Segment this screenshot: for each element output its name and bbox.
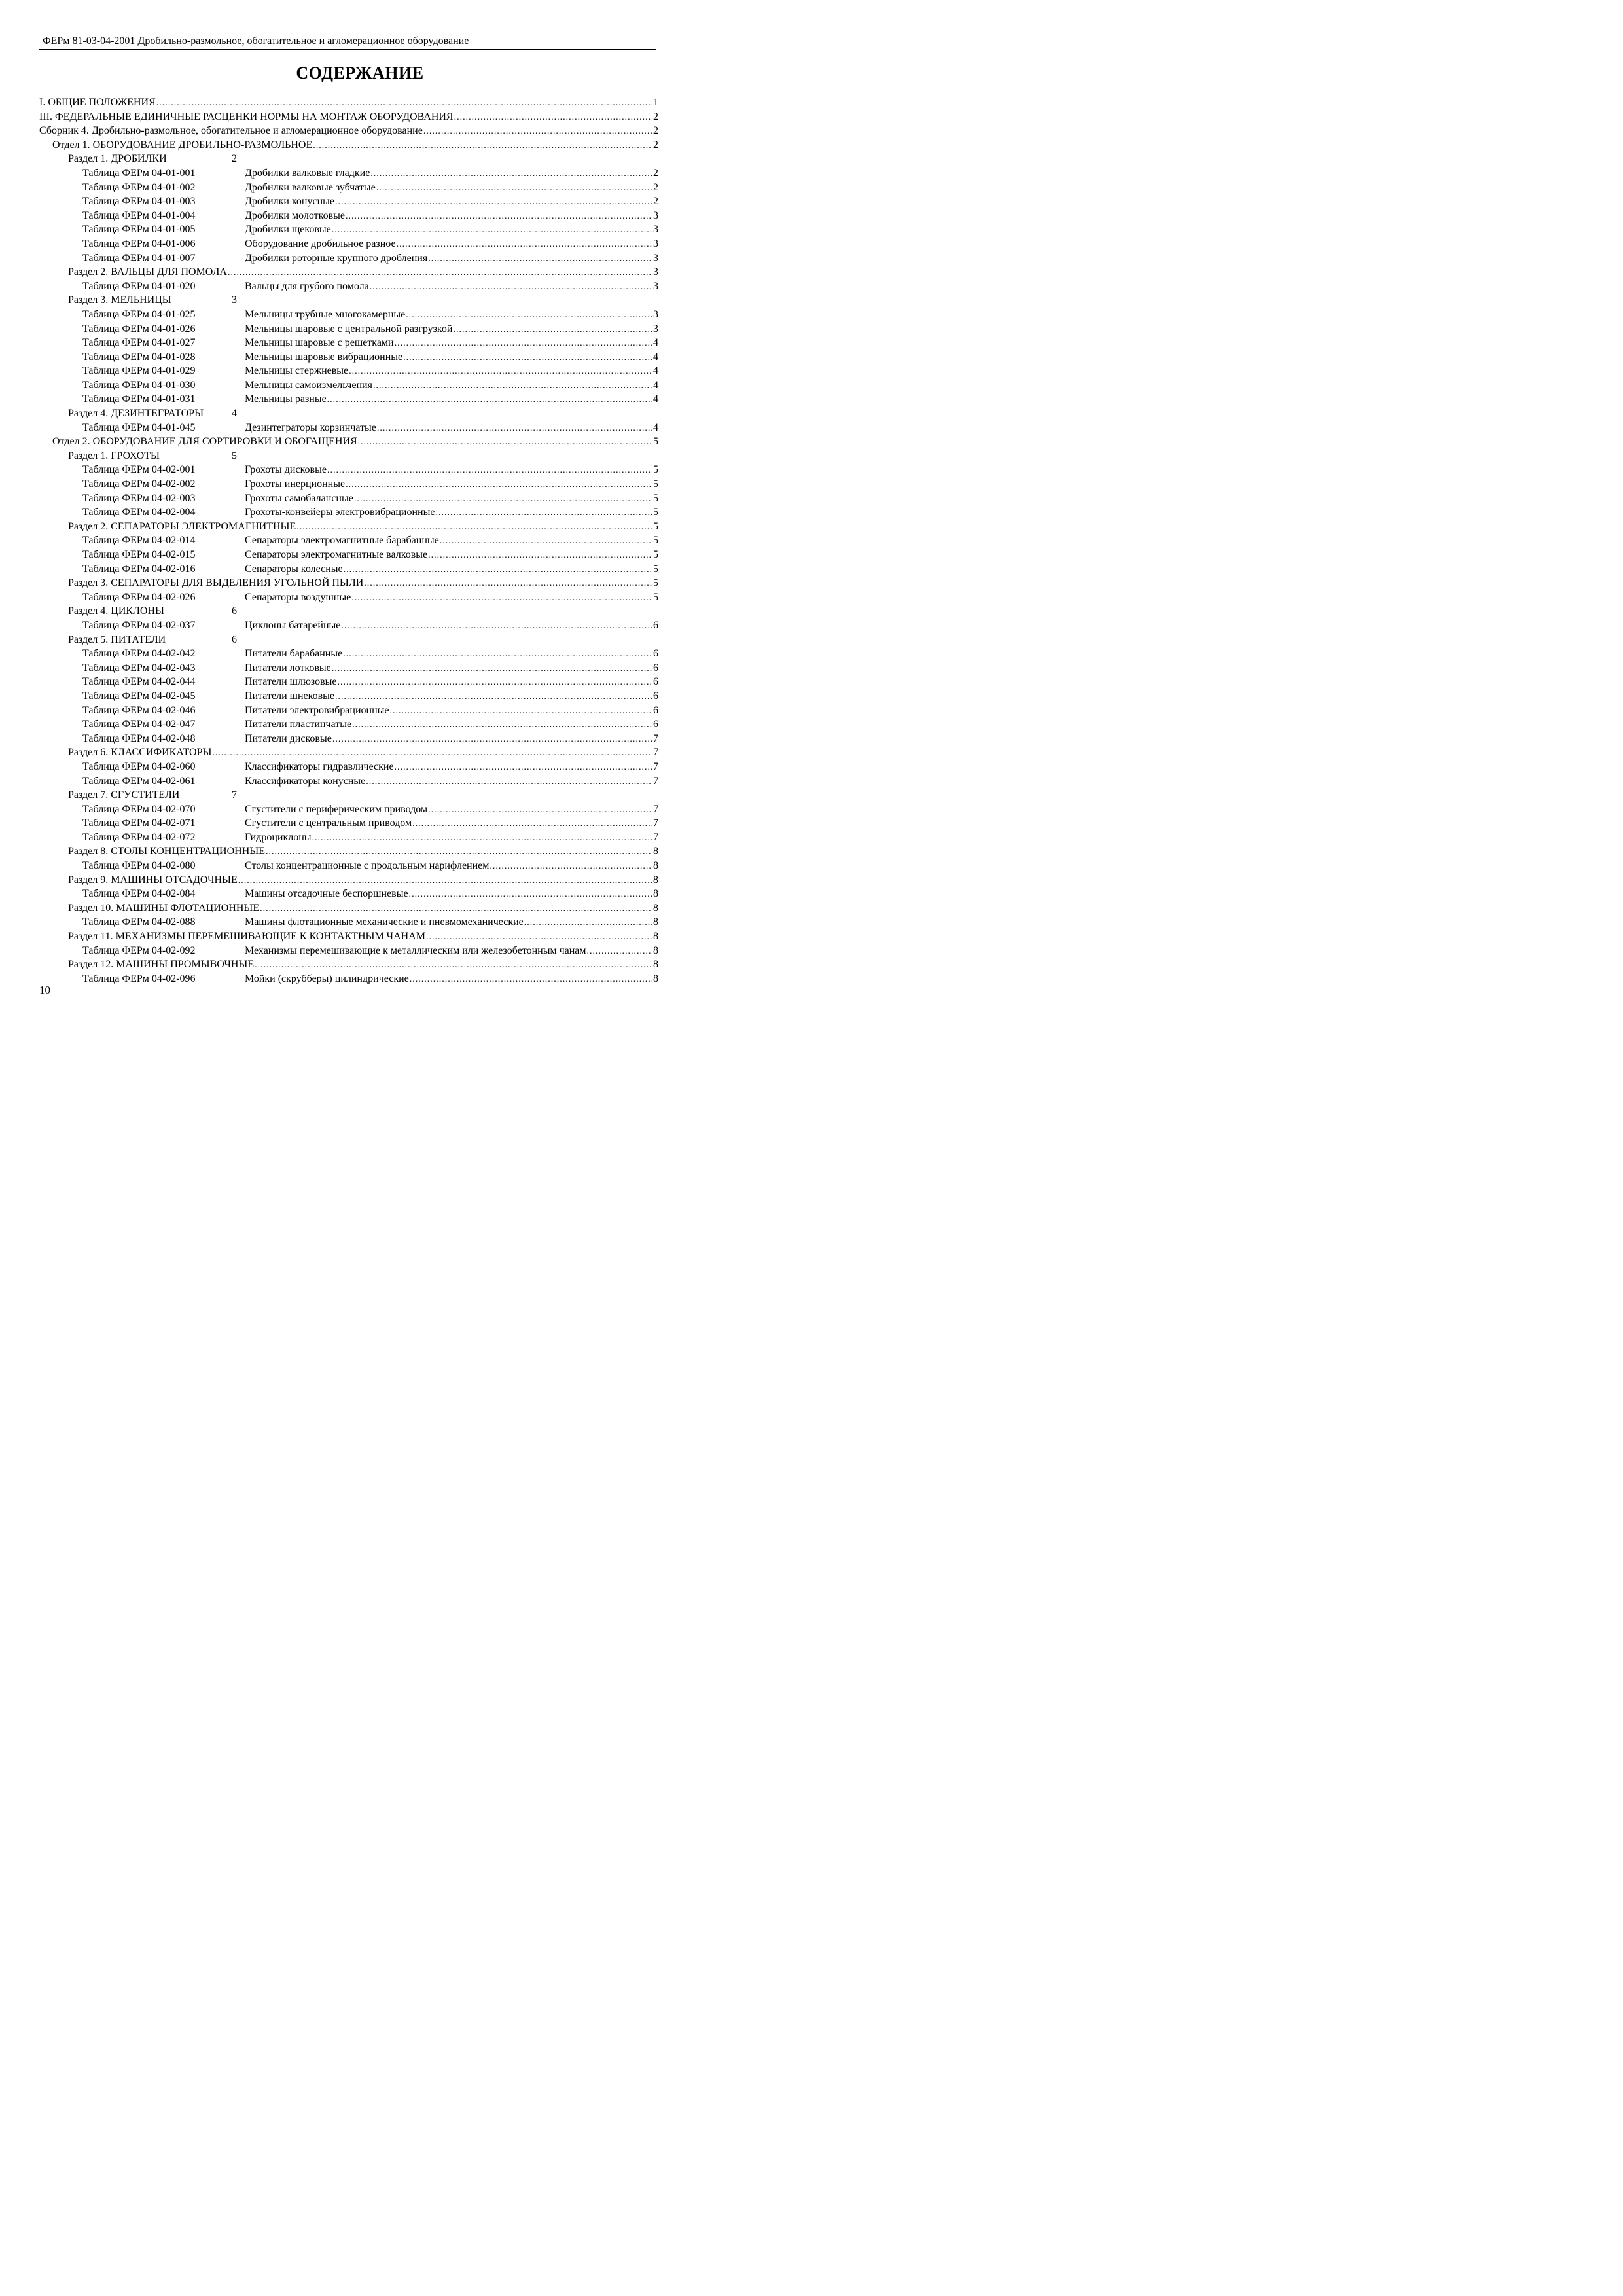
- dot-leader: [454, 111, 652, 125]
- dot-leader: [377, 422, 652, 436]
- toc-entry[interactable]: [39, 958, 658, 972]
- toc-table-code: Таблица ФЕРм 04-02-002: [82, 478, 196, 490]
- toc-entry[interactable]: [39, 859, 658, 873]
- toc-table-code: Таблица ФЕРм 04-01-031: [82, 393, 196, 405]
- toc-entry-title: Циклоны батарейные: [245, 619, 341, 631]
- toc-table-code: Таблица ФЕРм 04-02-048: [82, 732, 196, 744]
- toc-page-number: 6: [232, 634, 237, 645]
- toc-page-number: 6: [653, 662, 658, 673]
- toc-table-code: Таблица ФЕРм 04-02-061: [82, 775, 196, 787]
- toc-entry-title: Раздел 9. МАШИНЫ ОТСАДОЧНЫЕ: [68, 874, 238, 886]
- dot-leader: [344, 563, 652, 577]
- toc-table-code: Таблица ФЕРм 04-02-004: [82, 507, 196, 518]
- toc-page-number: 7: [653, 761, 658, 772]
- toc-table-code: Таблица ФЕРм 04-01-030: [82, 379, 196, 391]
- toc-page-number: 3: [653, 224, 658, 236]
- table-of-contents: [39, 96, 658, 986]
- toc-table-code: Таблица ФЕРм 04-02-037: [82, 619, 196, 631]
- dot-leader: [435, 506, 652, 520]
- toc-table-code: Таблица ФЕРм 04-02-014: [82, 535, 196, 547]
- toc-table-code: Таблица ФЕРм 04-02-060: [82, 761, 196, 772]
- toc-page-number: 4: [653, 393, 658, 405]
- toc-entry[interactable]: [39, 138, 658, 152]
- dot-leader: [370, 280, 652, 295]
- toc-entry-title: Дробилки молотковые: [245, 209, 345, 221]
- toc-entry[interactable]: [39, 110, 658, 124]
- toc-entry[interactable]: [39, 392, 658, 406]
- toc-entry[interactable]: [39, 406, 658, 421]
- toc-page-number: 4: [653, 422, 658, 433]
- toc-page-number: 3: [653, 238, 658, 249]
- toc-entry[interactable]: [39, 265, 658, 279]
- dot-leader: [412, 817, 652, 831]
- toc-table-code: Таблица ФЕРм 04-02-092: [82, 944, 196, 956]
- toc-page-number: 5: [653, 478, 658, 490]
- toc-entry[interactable]: [39, 435, 658, 449]
- toc-page-number: 5: [653, 549, 658, 560]
- toc-entry-title: Отдел 2. ОБОРУДОВАНИЕ ДЛЯ СОРТИРОВКИ И ОБОГАЩЕНИЯ: [52, 436, 357, 448]
- toc-entry-title: Раздел 2. ВАЛЬЦЫ ДЛЯ ПОМОЛА: [68, 266, 227, 278]
- toc-table-code: Таблица ФЕРм 04-01-006: [82, 238, 196, 249]
- dot-leader: [395, 336, 652, 351]
- toc-entry-title: Мельницы трубные многокамерные: [245, 308, 406, 320]
- toc-entry[interactable]: [39, 802, 658, 817]
- dot-leader: [423, 124, 652, 139]
- dot-leader: [313, 139, 652, 153]
- toc-page-number: 3: [653, 323, 658, 334]
- dot-leader: [428, 548, 652, 563]
- toc-entry[interactable]: [39, 661, 658, 675]
- toc-entry[interactable]: [39, 520, 658, 534]
- toc-entry[interactable]: [39, 378, 658, 393]
- dot-leader: [410, 973, 652, 987]
- dot-leader: [524, 916, 652, 930]
- toc-entry[interactable]: [39, 604, 658, 619]
- toc-entry[interactable]: [39, 675, 658, 689]
- toc-page-number: 7: [653, 817, 658, 829]
- toc-entry-title: Дробилки валковые гладкие: [245, 167, 370, 179]
- toc-entry[interactable]: [39, 209, 658, 223]
- document-page: [0, 0, 720, 1021]
- toc-entry-title: Раздел 2. СЕПАРАТОРЫ ЭЛЕКТРОМАГНИТНЫЕ: [68, 520, 296, 532]
- toc-table-code: Таблица ФЕРм 04-01-007: [82, 252, 196, 264]
- toc-page-number: 8: [653, 931, 658, 942]
- toc-entry[interactable]: [39, 704, 658, 718]
- toc-table-code: Таблица ФЕРм 04-02-015: [82, 549, 196, 560]
- toc-entry-title: Грохоты дисковые: [245, 464, 327, 476]
- toc-page-number: 7: [653, 803, 658, 815]
- toc-page-number: 3: [653, 209, 658, 221]
- toc-entry[interactable]: [39, 901, 658, 916]
- toc-table-code: Таблица ФЕРм 04-02-042: [82, 648, 196, 660]
- toc-page-number: 3: [653, 266, 658, 278]
- toc-entry-title: Раздел 8. СТОЛЫ КОНЦЕНТРАЦИОННЫЕ: [68, 846, 265, 857]
- toc-entry-title: Механизмы перемешивающие к металлическим или железобетонным чанам: [245, 944, 586, 956]
- dot-leader: [335, 195, 652, 209]
- dot-leader: [346, 478, 652, 492]
- toc-entry[interactable]: [39, 364, 658, 378]
- toc-page-number: 5: [653, 563, 658, 575]
- toc-entry-title: Грохоты инерционные: [245, 478, 346, 490]
- dot-leader: [364, 577, 652, 591]
- dot-leader: [255, 958, 652, 973]
- toc-entry-title: Мельницы стержневые: [245, 365, 349, 377]
- toc-entry-title: Мельницы шаровые с центральной разгрузкой: [245, 323, 453, 334]
- toc-entry-title: Мельницы самоизмельчения: [245, 379, 372, 391]
- toc-page-number: 6: [653, 619, 658, 631]
- toc-entry[interactable]: [39, 124, 658, 138]
- toc-entry[interactable]: [39, 788, 658, 802]
- toc-page-number: 5: [653, 464, 658, 476]
- dot-leader: [338, 675, 652, 690]
- toc-page-number: 8: [653, 916, 658, 928]
- toc-entry[interactable]: [39, 774, 658, 789]
- dot-leader: [212, 746, 652, 761]
- toc-entry-title: Машины флотационные механические и пневмомеханические: [245, 916, 524, 928]
- dot-leader: [395, 761, 652, 775]
- toc-entry[interactable]: [39, 548, 658, 562]
- toc-entry[interactable]: [39, 492, 658, 506]
- toc-entry[interactable]: [39, 194, 658, 209]
- toc-table-code: Таблица ФЕРм 04-01-026: [82, 323, 196, 334]
- dot-leader: [403, 351, 652, 365]
- toc-entry[interactable]: [39, 619, 658, 633]
- dot-leader: [358, 435, 652, 450]
- dot-leader: [266, 845, 652, 859]
- toc-entry[interactable]: [39, 745, 658, 760]
- toc-entry-title: Питатели пластинчатые: [245, 719, 352, 730]
- toc-table-code: Таблица ФЕРм 04-01-028: [82, 351, 196, 363]
- toc-entry[interactable]: [39, 421, 658, 435]
- toc-entry[interactable]: [39, 251, 658, 266]
- toc-page-number: 5: [653, 591, 658, 603]
- toc-entry-title: Раздел 7. СГУСТИТЕЛИ: [68, 789, 180, 801]
- toc-entry[interactable]: [39, 972, 658, 986]
- toc-entry[interactable]: [39, 844, 658, 859]
- toc-entry-title: Раздел 10. МАШИНЫ ФЛОТАЦИОННЫЕ: [68, 902, 260, 914]
- toc-page-number: 7: [653, 732, 658, 744]
- toc-entry-title: Раздел 11. МЕХАНИЗМЫ ПЕРЕМЕШИВАЮЩИЕ К КОНТАКТНЫМ ЧАНАМ: [68, 931, 425, 942]
- toc-table-code: Таблица ФЕРм 04-01-027: [82, 337, 196, 349]
- toc-page-number: 7: [653, 747, 658, 759]
- toc-table-code: Таблица ФЕРм 04-01-025: [82, 308, 196, 320]
- page-title: СОДЕРЖАНИЕ: [296, 63, 424, 82]
- toc-table-code: Таблица ФЕРм 04-01-045: [82, 422, 196, 433]
- toc-entry-title: Сгустители с центральным приводом: [245, 817, 412, 829]
- toc-entry-title: Раздел 12. МАШИНЫ ПРОМЫВОЧНЫЕ: [68, 959, 255, 971]
- toc-entry-title: Сепараторы колесные: [245, 563, 343, 575]
- toc-table-code: Таблица ФЕРм 04-01-003: [82, 196, 196, 207]
- toc-page-number: 7: [653, 831, 658, 843]
- dot-leader: [397, 238, 652, 252]
- toc-page-number: 6: [653, 690, 658, 702]
- toc-page-number: 3: [232, 295, 237, 306]
- toc-entry-title: Гидроциклоны: [245, 831, 312, 843]
- toc-entry-title: Дезинтеграторы корзинчатые: [245, 422, 376, 433]
- toc-entry-title: Питатели шнековые: [245, 690, 334, 702]
- toc-table-code: Таблица ФЕРм 04-02-045: [82, 690, 196, 702]
- toc-entry[interactable]: [39, 166, 658, 181]
- toc-page-number: 2: [653, 181, 658, 193]
- toc-table-code: Таблица ФЕРм 04-02-080: [82, 860, 196, 872]
- dot-leader: [587, 944, 652, 959]
- dot-leader: [366, 775, 652, 789]
- toc-page-number: 4: [653, 379, 658, 391]
- toc-entry-title: Раздел 5. ПИТАТЕЛИ: [68, 634, 166, 645]
- toc-table-code: Таблица ФЕРм 04-01-004: [82, 209, 196, 221]
- dot-leader: [354, 492, 652, 507]
- toc-page-number: 7: [232, 789, 237, 801]
- toc-page-number: 3: [653, 252, 658, 264]
- toc-table-code: Таблица ФЕРм 04-02-003: [82, 492, 196, 504]
- dot-leader: [428, 252, 652, 266]
- toc-table-code: Таблица ФЕРм 04-02-047: [82, 719, 196, 730]
- toc-entry[interactable]: [39, 760, 658, 774]
- dot-leader: [327, 463, 652, 478]
- toc-entry-title: Грохоты самобалансные: [245, 492, 353, 504]
- toc-entry-title: Раздел 6. КЛАССИФИКАТОРЫ: [68, 747, 212, 759]
- toc-table-code: Таблица ФЕРм 04-01-001: [82, 167, 196, 179]
- toc-entry-title: Дробилки конусные: [245, 196, 334, 207]
- toc-page-number: 5: [653, 492, 658, 504]
- dot-leader: [390, 704, 652, 719]
- dot-leader: [332, 732, 652, 747]
- toc-entry[interactable]: [39, 336, 658, 350]
- dot-leader: [376, 181, 652, 196]
- dot-leader: [312, 831, 652, 846]
- toc-entry[interactable]: [39, 322, 658, 336]
- dot-leader: [335, 690, 652, 704]
- page-number: 10: [39, 984, 50, 996]
- toc-page-number: 3: [653, 308, 658, 320]
- toc-entry-title: Столы концентрационные с продольным нарифлением: [245, 860, 490, 872]
- toc-entry-title: Раздел 1. ГРОХОТЫ: [68, 450, 160, 461]
- toc-page-number: 6: [232, 605, 237, 617]
- toc-entry-title: Питатели дисковые: [245, 732, 332, 744]
- toc-page-number: 4: [653, 337, 658, 349]
- dot-leader: [351, 591, 652, 605]
- dot-leader: [352, 718, 652, 732]
- toc-table-code: Таблица ФЕРм 04-02-071: [82, 817, 196, 829]
- toc-entry[interactable]: [39, 873, 658, 888]
- toc-entry[interactable]: [39, 944, 658, 958]
- dot-leader: [156, 96, 652, 111]
- dot-leader: [428, 803, 652, 817]
- toc-entry[interactable]: [39, 449, 658, 463]
- toc-entry[interactable]: [39, 350, 658, 365]
- toc-page-number: 5: [653, 535, 658, 547]
- toc-page-number: 6: [653, 676, 658, 688]
- dot-leader: [332, 662, 652, 676]
- dot-leader: [260, 902, 652, 916]
- toc-entry[interactable]: [39, 505, 658, 520]
- toc-entry-title: Питатели электровибрационные: [245, 704, 389, 716]
- dot-leader: [341, 619, 652, 634]
- dot-leader: [332, 223, 652, 238]
- dot-leader: [370, 167, 652, 181]
- dot-leader: [490, 859, 652, 874]
- toc-entry-title: Машины отсадочные беспоршневые: [245, 888, 408, 900]
- toc-page-number: 5: [232, 450, 237, 461]
- toc-entry[interactable]: [39, 152, 658, 166]
- toc-page-number: 8: [653, 973, 658, 984]
- toc-entry-title: III. ФЕДЕРАЛЬНЫЕ ЕДИНИЧНЫЕ РАСЦЕНКИ НОРМЫ НА МОНТАЖ ОБОРУДОВАНИЯ: [39, 111, 454, 122]
- running-header: ФЕРм 81-03-04-2001 Дробильно-размольное, обогатительное и агломерационное оборудование: [43, 35, 469, 46]
- toc-entry[interactable]: [39, 223, 658, 237]
- toc-page-number: 6: [653, 704, 658, 716]
- toc-entry-title: I. ОБЩИЕ ПОЛОЖЕНИЯ: [39, 97, 156, 108]
- toc-entry[interactable]: [39, 279, 658, 294]
- toc-entry[interactable]: [39, 293, 658, 308]
- toc-entry[interactable]: [39, 562, 658, 577]
- toc-page-number: 2: [653, 167, 658, 179]
- toc-entry[interactable]: [39, 181, 658, 195]
- dot-leader: [440, 534, 652, 548]
- toc-entry[interactable]: [39, 816, 658, 831]
- toc-page-number: 8: [653, 874, 658, 886]
- header-rule: [39, 49, 656, 50]
- toc-page-number: 8: [653, 846, 658, 857]
- toc-page-number: 6: [653, 648, 658, 660]
- toc-page-number: 4: [653, 351, 658, 363]
- toc-entry-title: Мельницы шаровые вибрационные: [245, 351, 403, 363]
- toc-table-code: Таблица ФЕРм 04-02-016: [82, 563, 196, 575]
- toc-entry[interactable]: [39, 732, 658, 746]
- toc-entry[interactable]: [39, 237, 658, 251]
- toc-entry[interactable]: [39, 308, 658, 322]
- dot-leader: [409, 888, 652, 902]
- toc-table-code: Таблица ФЕРм 04-02-046: [82, 704, 196, 716]
- toc-entry-title: Грохоты-конвейеры электровибрационные: [245, 507, 435, 518]
- toc-entry-title: Сепараторы электромагнитные барабанные: [245, 535, 439, 547]
- toc-page-number: 5: [653, 507, 658, 518]
- toc-entry-title: Сгустители с периферическим приводом: [245, 803, 428, 815]
- toc-page-number: 6: [653, 719, 658, 730]
- toc-table-code: Таблица ФЕРм 04-02-026: [82, 591, 196, 603]
- toc-page-number: 4: [653, 365, 658, 377]
- toc-entry-title: Питатели барабанные: [245, 648, 343, 660]
- toc-table-code: Таблица ФЕРм 04-02-084: [82, 888, 196, 900]
- toc-page-number: 2: [653, 139, 658, 151]
- dot-leader: [406, 308, 652, 323]
- toc-entry[interactable]: [39, 887, 658, 901]
- toc-entry[interactable]: [39, 96, 658, 110]
- toc-entry-title: Питатели шлюзовые: [245, 676, 337, 688]
- toc-page-number: 8: [653, 959, 658, 971]
- toc-entry[interactable]: [39, 717, 658, 732]
- toc-page-number: 2: [653, 125, 658, 137]
- toc-entry-title: Мойки (скрубберы) цилиндрические: [245, 973, 409, 984]
- toc-entry-title: Раздел 3. МЕЛЬНИЦЫ: [68, 295, 171, 306]
- dot-leader: [296, 520, 652, 535]
- toc-page-number: 5: [653, 520, 658, 532]
- dot-leader: [238, 874, 652, 888]
- toc-page-number: 3: [653, 280, 658, 292]
- toc-entry[interactable]: [39, 831, 658, 845]
- toc-entry-title: Раздел 4. ЦИКЛОНЫ: [68, 605, 164, 617]
- toc-entry[interactable]: [39, 590, 658, 605]
- toc-entry[interactable]: [39, 647, 658, 661]
- toc-table-code: Таблица ФЕРм 04-01-002: [82, 181, 196, 193]
- toc-page-number: 2: [653, 196, 658, 207]
- toc-entry-title: Отдел 1. ОБОРУДОВАНИЕ ДРОБИЛЬНО-РАЗМОЛЬНОЕ: [52, 139, 313, 151]
- toc-entry-title: Сепараторы электромагнитные валковые: [245, 549, 428, 560]
- toc-entry-title: Сепараторы воздушные: [245, 591, 351, 603]
- dot-leader: [426, 930, 652, 944]
- toc-table-code: Таблица ФЕРм 04-02-072: [82, 831, 196, 843]
- toc-entry-title: Мельницы разные: [245, 393, 327, 405]
- toc-page-number: 5: [653, 436, 658, 448]
- toc-table-code: Таблица ФЕРм 04-02-043: [82, 662, 196, 673]
- toc-entry-title: Дробилки щековые: [245, 224, 331, 236]
- toc-entry[interactable]: [39, 929, 658, 944]
- toc-entry-title: Классификаторы гидравлические: [245, 761, 394, 772]
- toc-page-number: 8: [653, 860, 658, 872]
- toc-page-number: 2: [232, 153, 237, 165]
- toc-table-code: Таблица ФЕРм 04-01-029: [82, 365, 196, 377]
- toc-page-number: 8: [653, 944, 658, 956]
- toc-table-code: Таблица ФЕРм 04-02-088: [82, 916, 196, 928]
- toc-entry[interactable]: [39, 477, 658, 492]
- toc-entry-title: Мельницы шаровые с решетками: [245, 337, 394, 349]
- toc-entry[interactable]: [39, 576, 658, 590]
- toc-table-code: Таблица ФЕРм 04-02-001: [82, 464, 196, 476]
- toc-entry-title: Классификаторы конусные: [245, 775, 366, 787]
- dot-leader: [228, 266, 652, 280]
- dot-leader: [373, 379, 652, 393]
- toc-page-number: 8: [653, 888, 658, 900]
- toc-table-code: Таблица ФЕРм 04-02-070: [82, 803, 196, 815]
- toc-entry[interactable]: [39, 689, 658, 704]
- toc-entry[interactable]: [39, 533, 658, 548]
- dot-leader: [346, 209, 652, 224]
- dot-leader: [327, 393, 652, 407]
- toc-entry[interactable]: [39, 915, 658, 929]
- toc-page-number: 4: [232, 408, 237, 420]
- toc-table-code: Таблица ФЕРм 04-02-044: [82, 676, 196, 688]
- dot-leader: [343, 647, 652, 662]
- toc-page-number: 1: [653, 97, 658, 108]
- toc-entry-title: Питатели лотковые: [245, 662, 331, 673]
- toc-entry-title: Оборудование дробильное разное: [245, 238, 396, 249]
- toc-entry-title: Дробилки роторные крупного дробления: [245, 252, 428, 264]
- toc-entry-title: Вальцы для грубого помола: [245, 280, 369, 292]
- toc-page-number: 5: [653, 577, 658, 589]
- dot-leader: [349, 365, 652, 379]
- toc-entry[interactable]: [39, 463, 658, 477]
- toc-entry-title: Сборник 4. Дробильно-размольное, обогатительное и агломерационное оборудование: [39, 125, 423, 137]
- toc-table-code: Таблица ФЕРм 04-01-005: [82, 224, 196, 236]
- toc-entry-title: Раздел 4. ДЕЗИНТЕГРАТОРЫ: [68, 408, 204, 420]
- toc-page-number: 2: [653, 111, 658, 122]
- dot-leader: [453, 323, 652, 337]
- toc-entry-title: Раздел 1. ДРОБИЛКИ: [68, 153, 167, 165]
- toc-entry-title: Раздел 3. СЕПАРАТОРЫ ДЛЯ ВЫДЕЛЕНИЯ УГОЛЬНОЙ ПЫЛИ: [68, 577, 364, 589]
- toc-page-number: 7: [653, 775, 658, 787]
- toc-entry[interactable]: [39, 633, 658, 647]
- toc-table-code: Таблица ФЕРм 04-02-096: [82, 973, 196, 984]
- toc-page-number: 8: [653, 902, 658, 914]
- toc-entry-title: Дробилки валковые зубчатые: [245, 181, 376, 193]
- toc-table-code: Таблица ФЕРм 04-01-020: [82, 280, 196, 292]
